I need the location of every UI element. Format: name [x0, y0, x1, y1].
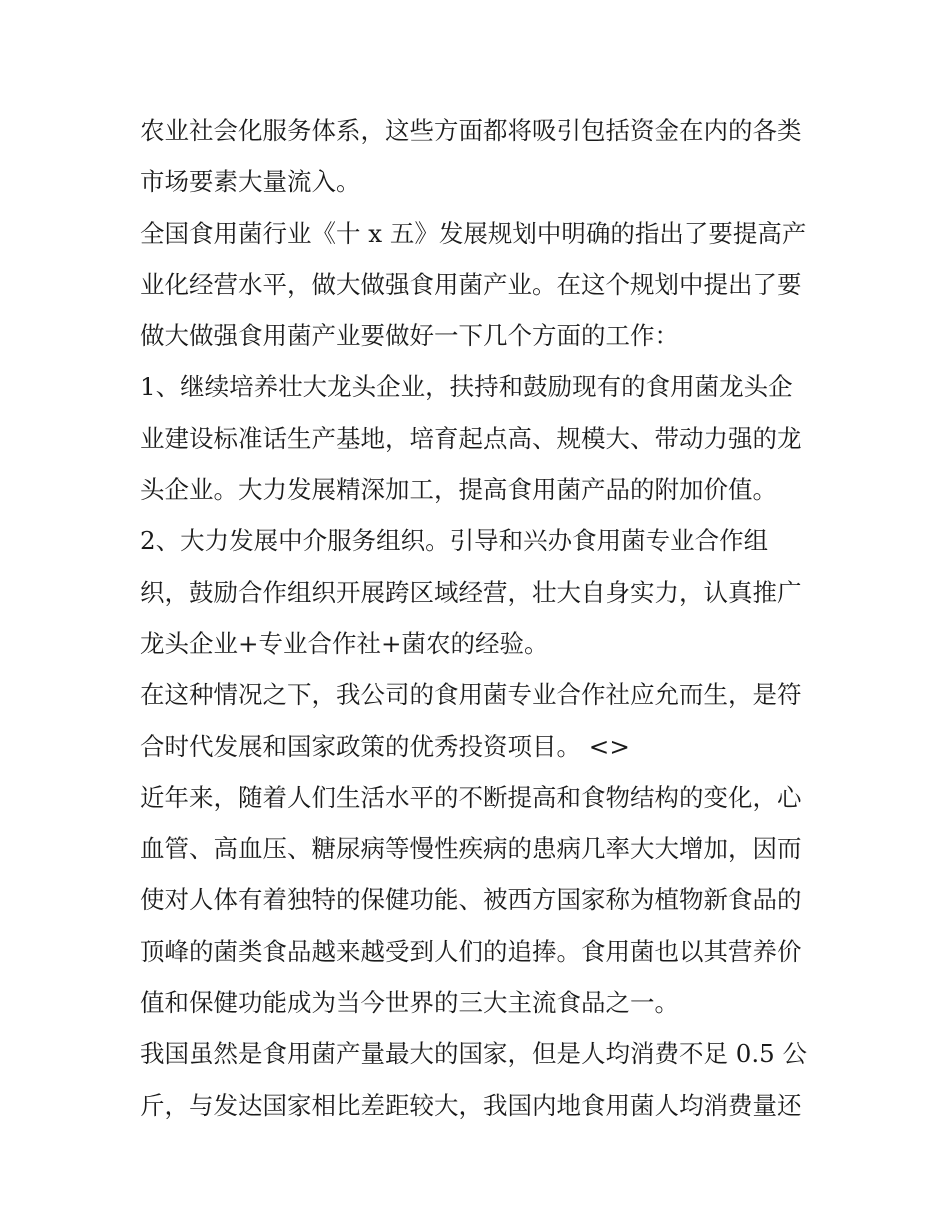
- text-line: 农业社会化服务体系，这些方面都将吸引包括资金在内的各类: [140, 116, 802, 145]
- text-line: 值和保健功能成为当今世界的三大主流食品之一。: [140, 988, 679, 1018]
- text-line: 业化经营水平，做大做强食用菌产业。在这个规划中提出了要: [140, 269, 802, 299]
- text-line: 使对人体有着独特的保健功能、被西方国家称为植物新食品的: [140, 885, 802, 915]
- text-line: 顶峰的菌类食品越来越受到人们的追捧。食用菌也以其营养价: [140, 936, 802, 966]
- text-line: 斤，与发达国家相比差距较大，我国内地食用菌人均消费量还: [140, 1090, 802, 1120]
- text-line: 1、继续培养壮大龙头企业，扶持和鼓励现有的食用菌龙头企: [140, 372, 793, 402]
- text-line: 做大做强食用菌产业要做好一下几个方面的工作：: [140, 321, 679, 351]
- text-line: 业建设标准话生产基地，培育起点高、规模大、带动力强的龙: [140, 423, 802, 453]
- document-body: [140, 105, 830, 1131]
- text-line: 织，鼓励合作组织开展跨区域经营，壮大自身实力，认真推广: [140, 577, 802, 607]
- text-line: 血管、高血压、糖尿病等慢性疾病的患病几率大大增加，因而: [140, 834, 802, 864]
- text-line: 全国食用菌行业《十 x 五》发展规划中明确的指出了要提高产: [140, 218, 807, 248]
- text-line: 合时代发展和国家政策的优秀投资项目。 <>: [140, 731, 630, 761]
- text-line: 在这种情况之下，我公司的食用菌专业合作社应允而生，是符: [140, 680, 802, 710]
- text-line: 头企业。大力发展精深加工，提高食用菌产品的附加价值。: [140, 475, 777, 505]
- text-line: 龙头企业+专业合作社+菌农的经验。: [140, 628, 549, 658]
- text-line: 近年来，随着人们生活水平的不断提高和食物结构的变化，心: [140, 782, 802, 812]
- text-line: 市场要素大量流入。: [140, 167, 361, 197]
- text-line: 我国虽然是食用菌产量最大的国家，但是人均消费不足 0.5 公: [140, 1039, 808, 1069]
- text-line: 2、大力发展中介服务组织。引导和兴办食用菌专业合作组: [140, 526, 769, 556]
